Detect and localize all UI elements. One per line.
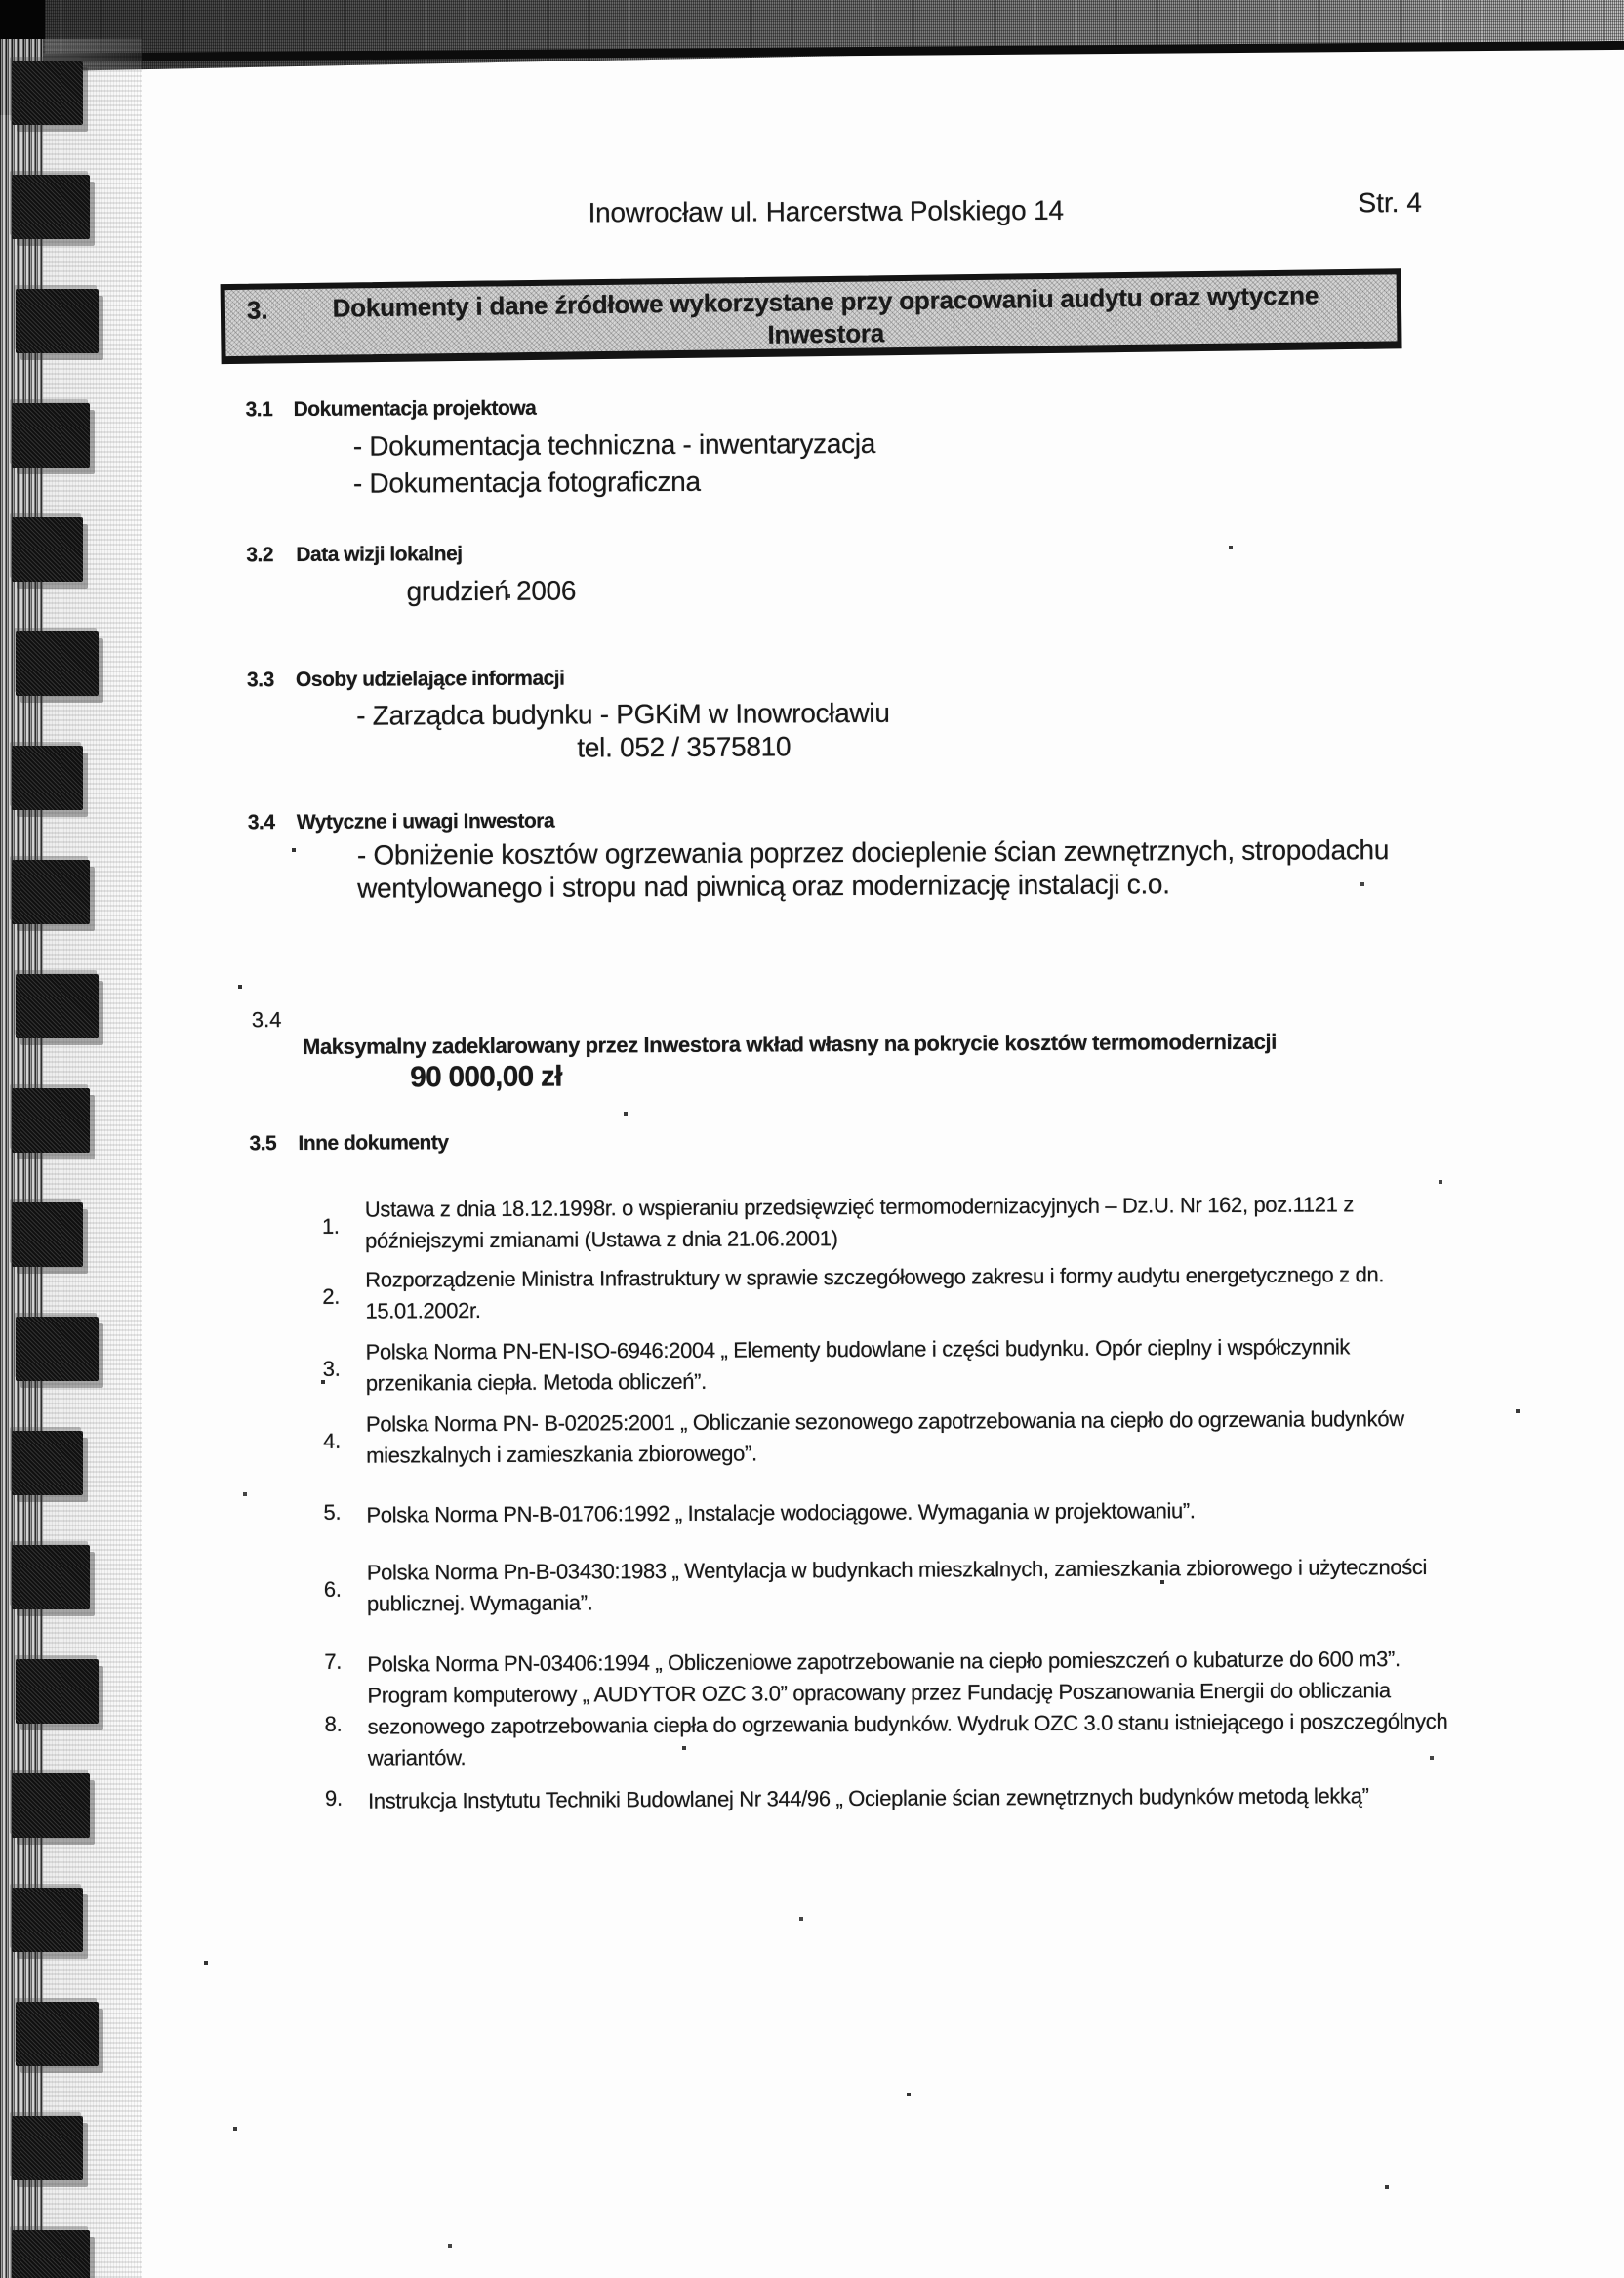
document-list-text: Program komputerowy „ AUDYTOR OZC 3.0” opracowany przez Fundację Poszanowania Energii do obliczania sezonowego zapotrzebowania ciepła do ogrzewania budynków. Wydruk OZC 3.0 stanu istniejącego i poszczególnych wariantów. xyxy=(367,1678,1448,1770)
document-list-number: 5. xyxy=(323,1499,342,1525)
section-3-1-number: 3.1 xyxy=(245,398,273,422)
section-3-5-heading: Inne dokumenty xyxy=(298,1131,449,1155)
document-list-number: 8. xyxy=(324,1711,343,1736)
document-list-number: 1. xyxy=(321,1213,340,1239)
document-header-address: Inowrocław ul. Harcerstwa Polskiego 14 xyxy=(588,194,1064,228)
section-3-title: Dokumenty i dane źródłowe wykorzystane przy opracowaniu audytu oraz wytyczne Inwestora xyxy=(332,280,1320,349)
section-3-2-number: 3.2 xyxy=(246,544,274,567)
document-list-text: Ustawa z dnia 18.12.1998r. o wspieraniu przedsięwzięć termomodernizacyjnych – Dz.U. Nr 162, poz.1121 z późniejszymi zmianami (Ustawa z dnia 21.06.2001) xyxy=(364,1192,1355,1253)
page-number-label: Str. 4 xyxy=(1358,186,1422,219)
section-3-4-item-1: - Obniżenie kosztów ogrzewania poprzez docieplenie ścian zewnętrznych, stropodachu wentylowanego i stropu nad piwnicą oraz modernizację instalacji c.o. xyxy=(356,834,1390,904)
document-list-text: Polska Norma PN-03406:1994 „ Obliczeniowe zapotrzebowanie na ciepło pomieszczeń o kubaturze do 600 m3”. xyxy=(367,1647,1401,1677)
document-list-row xyxy=(9,1779,1624,1813)
section-3-3-phone: tel. 052 / 3575810 xyxy=(577,731,792,763)
section-3-1-item-2: - Dokumentacja fotograficzna xyxy=(352,466,701,499)
section-3-1-heading: Dokumentacja projektowa xyxy=(293,396,537,422)
declared-contribution-amount: 90 000,00 zł xyxy=(410,1060,562,1094)
section-3-2-date: grudzień 2006 xyxy=(406,575,577,607)
document-list-row xyxy=(7,1493,1624,1527)
document-list-text: Instrukcja Instytutu Techniki Budowlanej Nr 344/96 „ Ocieplanie ścian zewnętrznych budynków metodą lekką” xyxy=(367,1783,1369,1813)
section-3-3-item-1: - Zarządca budynku - PGKiM w Inowrocławiu xyxy=(356,697,890,731)
document-list-number: 2. xyxy=(322,1283,341,1309)
section-3-2-heading: Data wizji lokalnej xyxy=(296,543,463,566)
document-list-number: 3. xyxy=(322,1356,341,1381)
document-list-number: 4. xyxy=(323,1428,341,1453)
document-list-number: 6. xyxy=(323,1576,342,1602)
section-3-5-number: 3.5 xyxy=(249,1132,277,1156)
section-3-4b-heading: Maksymalny zadeklarowany przez Inwestora wkład własny na pokrycie kosztów termomodernizacji xyxy=(302,1029,1278,1059)
document-list-row xyxy=(8,1551,1624,1616)
document-list-text: Polska Norma PN- B-02025:2001 „ Obliczanie sezonowego zapotrzebowania na ciepło do ogrzewania budynków mieszkalnych i zamieszkania zbiorowego”. xyxy=(365,1406,1404,1468)
document-list-row xyxy=(6,1258,1624,1323)
document-list-row xyxy=(8,1643,1624,1677)
section-3-4-number: 3.4 xyxy=(247,811,275,834)
section-3-4-heading: Wytyczne i uwagi Inwestora xyxy=(296,809,555,834)
document-list-text: Polska Norma Pn-B-03430:1983 „ Wentylacja w budynkach mieszkalnych, zamieszkania zbiorowego i użyteczności publicznej. Wymagania”. xyxy=(366,1554,1428,1616)
document-list-row xyxy=(7,1330,1624,1396)
document-list-text: Polska Norma PN-B-01706:1992 „ Instalacje wodociągowe. Wymagania w projektowaniu”. xyxy=(366,1498,1196,1527)
document-list-number: 9. xyxy=(324,1785,343,1810)
section-3-title-box xyxy=(221,268,1402,364)
section-3-1-item-1: - Dokumentacja techniczna - inwentaryzacja xyxy=(352,427,876,462)
document-list-text: Rozporządzenie Ministra Infrastruktury w sprawie szczegółowego zakresu i formy audytu energetycznego z dn. 15.01.2002r. xyxy=(365,1262,1385,1323)
document-list-text: Polska Norma PN-EN-ISO-6946:2004 „ Elementy budowlane i części budynku. Opór cieplny i współczynnik przenikania ciepła. Metoda obliczeń”. xyxy=(365,1334,1351,1396)
section-3-3-number: 3.3 xyxy=(246,669,274,692)
document-list-number: 7. xyxy=(324,1648,343,1674)
document-list-row xyxy=(7,1403,1624,1468)
document-list-row xyxy=(6,1188,1624,1253)
section-3-3-heading: Osoby udzielające informacji xyxy=(295,667,565,691)
section-3-4b-number: 3.4 xyxy=(251,1007,282,1033)
section-3-number: 3. xyxy=(246,295,268,325)
